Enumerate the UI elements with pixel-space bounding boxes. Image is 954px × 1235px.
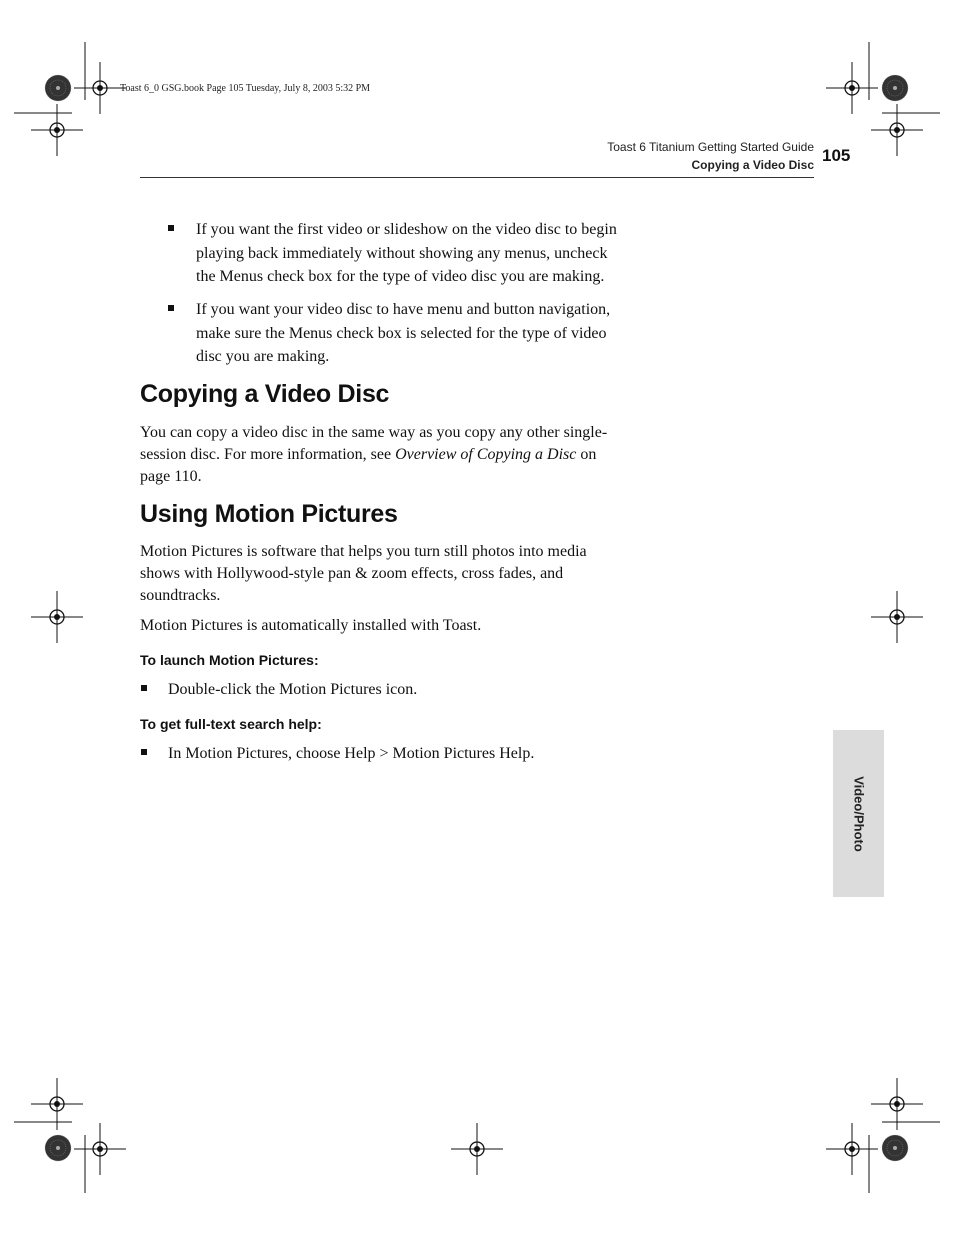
procedure-heading-launch: To launch Motion Pictures: (140, 652, 319, 668)
procedure-heading-help: To get full-text search help: (140, 716, 322, 732)
section-heading-motion-pictures: Using Motion Pictures (140, 500, 398, 528)
slug-line: Toast 6_0 GSG.book Page 105 Tuesday, July 8, 2003 5:32 PM (120, 83, 371, 94)
bullet-text: If you want the first video or slideshow on the video disc to begin playing back immediately without showing any menus, uncheck the Menus check box for the type of video disc you are making. (196, 221, 617, 285)
help-step: In Motion Pictures, choose Help > Motion Pictures Help. (168, 745, 535, 762)
bullet-marker (141, 749, 147, 755)
running-header-section: Copying a Video Disc (691, 158, 814, 172)
launch-step: Double-click the Motion Pictures icon. (168, 681, 418, 698)
cross-reference-link[interactable]: Overview of Copying a Disc (395, 446, 577, 463)
bullet-text: If you want your video disc to have menu and button navigation, make sure the Menus check box is selected for the type of video disc you are making. (196, 301, 611, 365)
page-number: 105 (822, 146, 851, 165)
running-header-guide-title: Toast 6 Titanium Getting Started Guide (607, 140, 814, 154)
copying-paragraph: You can copy a video disc in the same way as you copy any other single- session disc. For more information, see Overview of Copying a Disc on page 110. (140, 424, 608, 485)
bullet-marker (168, 225, 174, 231)
chapter-thumb-tab-label: Video/Photo (851, 775, 866, 852)
motion-intro-paragraph: Motion Pictures is software that helps you turn still photos into media shows with Hollywood-style pan & zoom effects, cross fades, and soundtracks. (140, 543, 587, 604)
bullet-marker (168, 305, 174, 311)
motion-install-paragraph: Motion Pictures is automatically installed with Toast. (140, 617, 482, 634)
section-heading-copying: Copying a Video Disc (140, 380, 390, 408)
chapter-thumb-tab (833, 730, 884, 897)
bullet-marker (141, 685, 147, 691)
header-rule (140, 177, 814, 178)
